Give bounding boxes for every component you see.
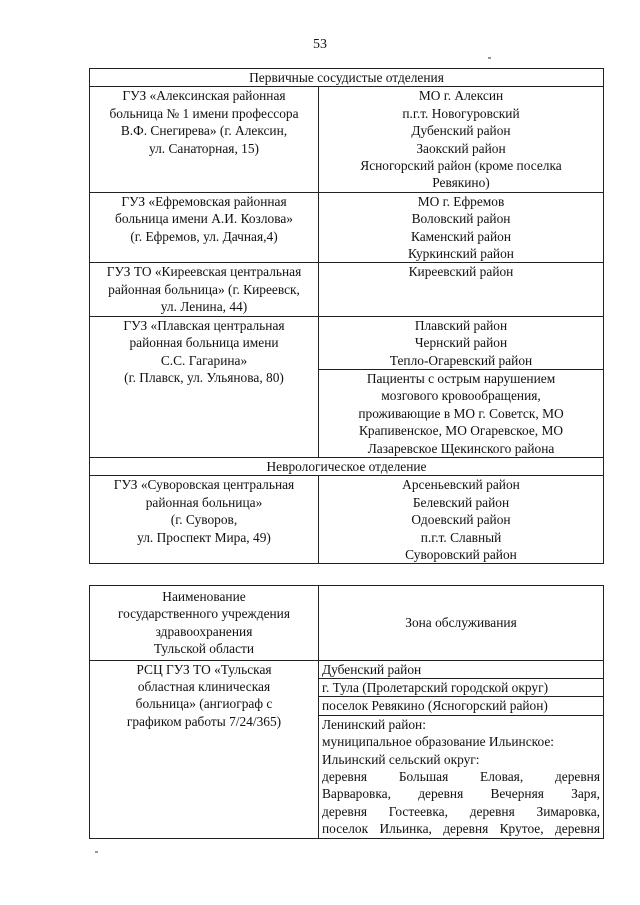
- vascular-departments-table: [89, 68, 604, 564]
- header-institution: Наименование государственного учреждения здравоохранения Тульской области: [90, 586, 319, 661]
- header-zone: Зона обслуживания: [319, 586, 604, 661]
- institution-cell: ГУЗ «Суворовская центральная районная больница» (г. Суворов, ул. Проспект Мира, 49): [90, 476, 319, 564]
- zone-cell: Плавский район Чернский район Тепло-Огаревский район: [319, 316, 604, 369]
- zone-cell: Пациенты с острым нарушением мозгового кровообращения, проживающие в МО г. Советск, МО Крапивенское, МО Огаревское, МО Лазаревское Щекинского района: [319, 369, 604, 457]
- table-row: [90, 192, 604, 263]
- zone-cell: Киреевский район: [319, 263, 604, 316]
- table-row: [90, 316, 604, 369]
- zone-cell: поселок Ревякино (Ясногорский район): [319, 697, 604, 715]
- scan-speck: [488, 57, 491, 59]
- section-title-neurology: Неврологическое отделение: [90, 457, 604, 475]
- table-header-row: [90, 586, 604, 661]
- scan-speck: [95, 851, 98, 853]
- section-title-vascular: Первичные сосудистые отделения: [90, 69, 604, 87]
- institution-cell: ГУЗ «Алексинская районная больница № 1 имени профессора В.Ф. Снегирева» (г. Алексин, ул. Санаторная, 15): [90, 87, 319, 192]
- table-row: [90, 476, 604, 564]
- zone-cell: МО г. Алексин п.г.т. Новогуровский Дубенский район Заокский район Ясногорский район (кроме поселка Ревякино): [319, 87, 604, 192]
- institution-cell: ГУЗ ТО «Киреевская центральная районная больница» (г. Киреевск, ул. Ленина, 44): [90, 263, 319, 316]
- institution-cell: РСЦ ГУЗ ТО «Тульская областная клиническая больница» (ангиограф с графиком работы 7/24/365): [90, 660, 319, 838]
- institution-cell: ГУЗ «Плавская центральная районная больница имени С.С. Гагарина» (г. Плавск, ул. Ульянова, 80): [90, 316, 319, 457]
- table-row: [90, 87, 604, 192]
- page-number: 53: [313, 37, 327, 52]
- zone-cell: г. Тула (Пролетарский городской округ): [319, 679, 604, 697]
- table-row: [90, 263, 604, 316]
- service-zones-table: [89, 585, 604, 839]
- zone-cell: Дубенский район: [319, 660, 604, 678]
- zone-cell: Ленинский район: муниципальное образование Ильинское: Ильинский сельский округ: деревня Большая Еловая, деревня Варваровка, деревня Вечерняя Заря, деревня Гостеевка, деревня Зимаровка, поселок Ильинка, деревня Крутое, деревня: [319, 715, 604, 838]
- zone-cell: Арсеньевский район Белевский район Одоевский район п.г.т. Славный Суворовский район: [319, 476, 604, 564]
- zone-cell: МО г. Ефремов Воловский район Каменский район Куркинский район: [319, 192, 604, 263]
- table-row: [90, 660, 604, 678]
- institution-cell: ГУЗ «Ефремовская районная больница имени А.И. Козлова» (г. Ефремов, ул. Дачная,4): [90, 192, 319, 263]
